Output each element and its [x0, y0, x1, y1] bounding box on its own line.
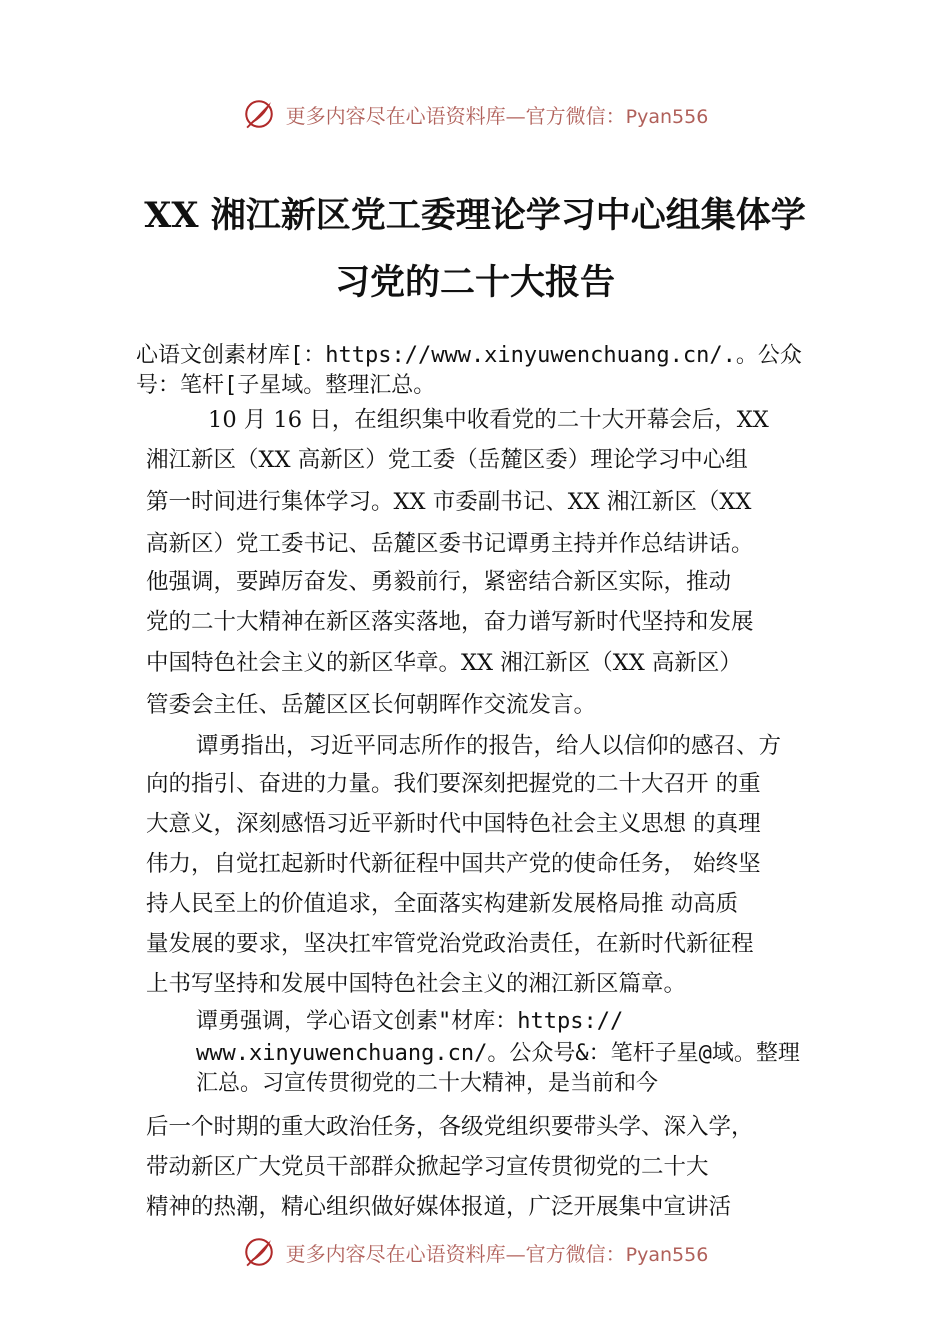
paragraph-line: 大意义，深刻感悟习近平新时代中国特色社会主义思想 的真理 [146, 811, 761, 837]
banner-text: 更多内容尽在心语资料库—官方微信：Pyan556 [285, 103, 709, 128]
paragraph-line: 谭勇指出，习近平同志所作的报告，给人以信仰的感召、方 [196, 733, 782, 759]
paragraph-line: 10 月 16 日，在组织集中收看党的二十大开幕会后，XX [208, 407, 769, 433]
paragraph-line: 精神的热潮，精心组织做好媒体报道，广泛开展集中宣讲活 [146, 1194, 732, 1220]
paragraph-line: 量发展的要求，坚决扛牢管党治党政治责任，在新时代新征程 [146, 931, 754, 957]
paragraph-line: 带动新区广大党员干部群众掀起学习宣传贯彻党的二十大 [146, 1154, 709, 1180]
quote-line: 汇总。习宣传贯彻党的二十大精神，是当前和今 [196, 1071, 659, 1096]
quote-line: www.xinyuwenchuang.cn/。公众号&：笔杆子星@域。整理 [196, 1041, 800, 1066]
paragraph-line: 中国特色社会主义的新区华章。XX 湘江新区（XX 高新区） [146, 650, 742, 676]
paragraph-line: 伟力，自觉扛起新时代新征程中国共产党的使命任务， 始终坚 [146, 851, 761, 877]
banner-text: 更多内容尽在心语资料库—官方微信：Pyan556 [285, 1241, 709, 1266]
paragraph-line: 持人民至上的价值追求，全面落实构建新发展格局推 动高质 [146, 891, 739, 917]
paragraph-line: 湘江新区（XX 高新区）党工委（岳麓区委）理论学习中心组 [146, 447, 748, 473]
quill-logo-icon [242, 1235, 276, 1269]
paragraph-line: 高新区）党工委书记、岳麓区委书记谭勇主持并作总结讲话。 [146, 531, 754, 557]
document-title-line-2: 习党的二十大报告 [334, 262, 615, 303]
wechat-id: Pyan556 [625, 1243, 709, 1266]
paragraph-line: 向的指引、奋进的力量。我们要深刻把握党的二十大召开 的重 [146, 771, 761, 797]
quill-logo-icon [242, 97, 276, 131]
paragraph-line: 第一时间进行集体学习。XX 市委副书记、XX 湘江新区（XX [146, 489, 752, 515]
document-title-line-1: XX 湘江新区党工委理论学习中心组集体学 [144, 195, 806, 236]
paragraph-line: 后一个时期的重大政治任务，各级党组织要带头学、深入学， [146, 1114, 754, 1140]
header-banner [0, 92, 950, 136]
paragraph-line: 他强调，要踔厉奋发、勇毅前行，紧密结合新区实际，推动 [146, 569, 732, 595]
paragraph-line: 上书写坚持和发展中国特色社会主义的湘江新区篇章。 [146, 971, 687, 997]
paragraph-line: 党的二十大精神在新区落实落地，奋力谱写新时代坚持和发展 [146, 609, 754, 635]
footer-banner [0, 1230, 950, 1274]
quote-line: 谭勇强调，学心语文创素"材库：https:// [196, 1009, 624, 1034]
source-note-line: 心语文创素材库[：https://www.xinyuwenchuang.cn/.。公众 [136, 343, 802, 368]
paragraph-line: 管委会主任、岳麓区区长何朝晖作交流发言。 [146, 692, 597, 718]
source-note-line: 号：笔杆[子星域。整理汇总。 [136, 373, 436, 398]
wechat-id: Pyan556 [625, 105, 709, 128]
